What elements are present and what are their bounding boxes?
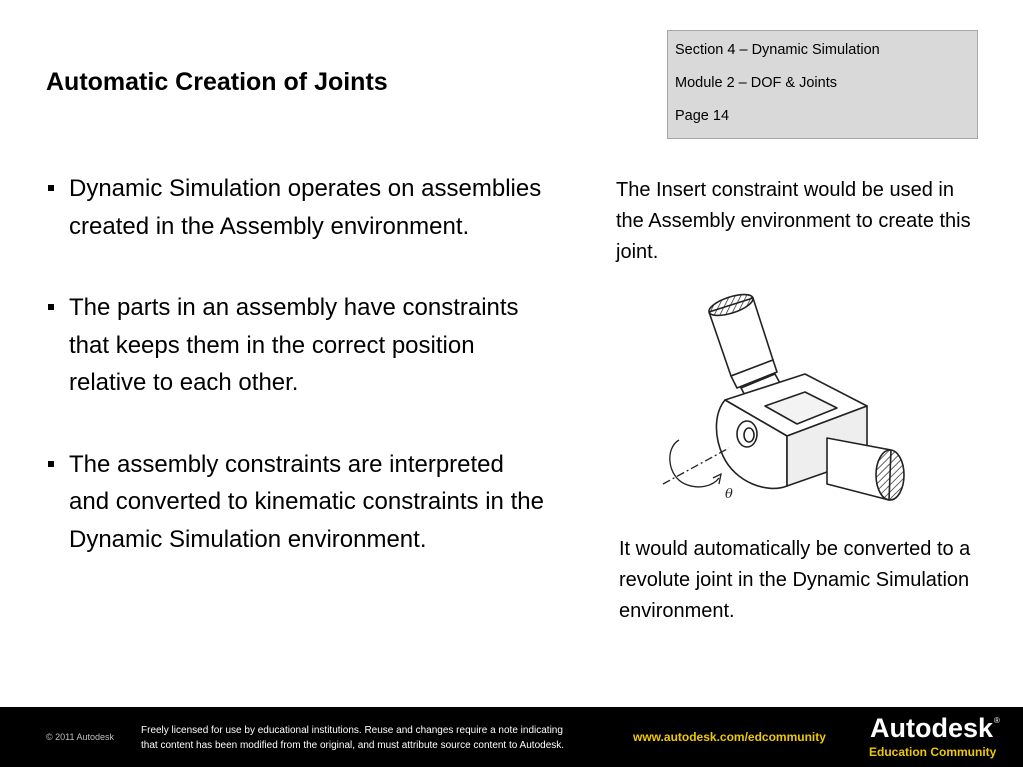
page-label: Page 14 xyxy=(675,108,730,124)
copyright-text: © 2011 Autodesk xyxy=(46,732,115,742)
brand-subtitle: Education Community xyxy=(869,745,997,759)
license-line: that content has been modified from the original, and must attribute source content to Autodesk. xyxy=(141,740,565,751)
module-label: Module 2 – DOF & Joints xyxy=(675,75,837,91)
caption-revolute-joint: It would automatically be converted to a revolute joint in the Dynamic Simulation environment. xyxy=(619,538,971,622)
bullet-item: The assembly constraints are interpreted and converted to kinematic constraints in the Dynamic Simulation environment. xyxy=(46,446,546,559)
footer-bar xyxy=(0,707,1023,767)
license-line: Freely licensed for use by educational institutions. Reuse and changes require a note indicating xyxy=(141,725,563,736)
slide-title: Automatic Creation of Joints xyxy=(46,68,388,96)
angle-label: θ xyxy=(725,487,733,502)
bullet-item: The parts in an assembly have constraints that keeps them in the correct position relative to each other. xyxy=(46,289,546,402)
caption-insert-constraint: The Insert constraint would be used in the Assembly environment to create this joint. xyxy=(616,179,971,263)
brand-name: Autodesk xyxy=(870,713,994,743)
bullet-item: Dynamic Simulation operates on assemblies created in the Assembly environment. xyxy=(46,170,546,245)
license-text xyxy=(141,723,621,753)
section-label: Section 4 – Dynamic Simulation xyxy=(675,42,880,58)
registered-mark: ® xyxy=(994,716,1000,725)
section-info-box xyxy=(667,30,978,139)
autodesk-logo xyxy=(866,713,1006,763)
edcommunity-link[interactable]: www.autodesk.com/edcommunity xyxy=(633,730,826,744)
bullet-list xyxy=(46,170,546,602)
revolute-joint-drawing-icon xyxy=(655,288,920,510)
